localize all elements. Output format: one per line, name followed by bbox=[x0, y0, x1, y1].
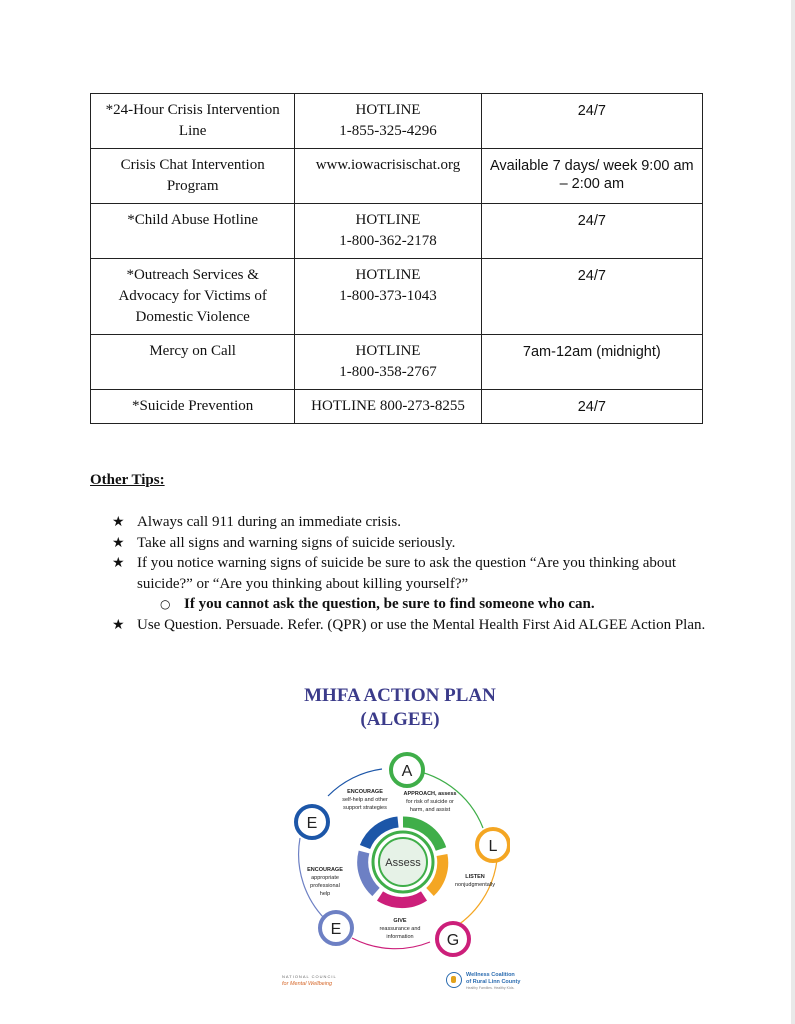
give-line-2: reassurance and bbox=[379, 926, 421, 932]
resource-availability-cell: 7am-12am (midnight) bbox=[481, 335, 702, 390]
encourage-self-line-3: support strategies bbox=[343, 805, 387, 811]
resource-name-line: Line bbox=[178, 123, 207, 139]
resource-contact-line: HOTLINE bbox=[355, 343, 421, 359]
outer-arc-orange bbox=[450, 860, 497, 930]
tips-list bbox=[112, 512, 712, 635]
resource-availability-cell: Available 7 days/ week 9:00 am – 2:00 am bbox=[481, 149, 702, 204]
tip-text: If you cannot ask the question, be sure to find someone who can. bbox=[184, 596, 595, 612]
give-description bbox=[380, 918, 421, 940]
resource-contact-line: HOTLINE 800-273-8255 bbox=[311, 398, 465, 414]
listen-line-2: nonjudgmentally bbox=[454, 882, 496, 888]
resource-contact-line: 1-800-373-1043 bbox=[339, 288, 437, 304]
node-g-letter: G bbox=[446, 932, 460, 949]
encourage-self-line-1: ENCOURAGE bbox=[347, 789, 383, 795]
resource-name-line: Program bbox=[166, 178, 219, 194]
node-a-letter: A bbox=[401, 763, 413, 780]
black-star-icon: ★ bbox=[112, 534, 125, 551]
national-council-line1: NATIONAL COUNCIL bbox=[282, 974, 337, 979]
resource-row bbox=[91, 335, 703, 390]
resource-availability-cell: 24/7 bbox=[481, 259, 702, 335]
node-e-top-letter: E bbox=[306, 815, 318, 832]
resource-contact-line: www.iowacrisischat.org bbox=[315, 157, 461, 173]
resource-row bbox=[91, 94, 703, 149]
tip-item bbox=[112, 615, 712, 636]
resource-contact-line: HOTLINE bbox=[355, 212, 421, 228]
crisis-resources-table bbox=[90, 93, 703, 424]
tip-text: Take all signs and warning signs of suicide seriously. bbox=[137, 534, 456, 551]
resource-name-line: Mercy on Call bbox=[149, 343, 236, 359]
node-a bbox=[391, 754, 423, 786]
resource-availability-cell: 24/7 bbox=[481, 94, 702, 149]
node-g bbox=[437, 923, 469, 955]
inner-arc-magenta bbox=[380, 896, 424, 903]
tip-item bbox=[112, 553, 712, 594]
wellness-coalition-line1: Wellness Coalition bbox=[466, 972, 515, 978]
resource-name-cell bbox=[91, 390, 295, 424]
resource-name-cell bbox=[91, 94, 295, 149]
resource-row bbox=[91, 204, 703, 259]
action-plan-title-line2: (ALGEE) bbox=[360, 709, 440, 730]
resource-name-line: Advocacy for Victims of bbox=[118, 288, 267, 304]
tip-text: Use Question. Persuade. Refer. (QPR) or use the Mental Health First Aid ALGEE Action Plan. bbox=[137, 616, 706, 633]
other-tips-heading: Other Tips: bbox=[90, 472, 165, 488]
assess-label: Assess bbox=[385, 857, 421, 869]
resource-name-line: Domestic Violence bbox=[135, 309, 250, 325]
encourage-help-line-4: help bbox=[319, 891, 331, 897]
resource-name-cell bbox=[91, 259, 295, 335]
resource-name-cell bbox=[91, 335, 295, 390]
encourage-help-line-3: professional bbox=[310, 883, 340, 889]
resource-contact-line: 1-855-325-4296 bbox=[339, 123, 437, 139]
approach-description bbox=[404, 791, 457, 813]
resource-row bbox=[91, 149, 703, 204]
tip-item bbox=[112, 512, 712, 533]
resource-name-line: Crisis Chat Intervention bbox=[120, 157, 265, 173]
node-l bbox=[477, 829, 509, 861]
national-council-line2: for Mental Wellbeing bbox=[282, 981, 333, 987]
tip-item bbox=[112, 533, 712, 554]
resource-contact-line: HOTLINE bbox=[355, 102, 421, 118]
encourage-help-line-1: ENCOURAGE bbox=[307, 867, 343, 873]
wellness-coalition-line3: Healthy Families. Healthy Kids. bbox=[466, 986, 515, 990]
resource-name-cell bbox=[91, 149, 295, 204]
resource-row bbox=[91, 390, 703, 424]
resource-contact-cell bbox=[295, 204, 481, 259]
tip-text: Always call 911 during an immediate crisis. bbox=[137, 514, 401, 530]
wellness-coalition-logo bbox=[446, 970, 546, 992]
resource-contact-line: 1-800-362-2178 bbox=[339, 233, 437, 249]
approach-line-2: for risk of suicide or bbox=[406, 799, 454, 805]
give-line-1: GIVE bbox=[393, 918, 407, 924]
encourage-self-description bbox=[342, 789, 388, 811]
encourage-help-description bbox=[307, 867, 343, 897]
encourage-help-line-2: appropriate bbox=[311, 875, 339, 881]
wellness-coalition-line2: of Rural Linn County bbox=[466, 979, 521, 985]
algee-diagram bbox=[270, 752, 510, 962]
tip-text: If you notice warning signs of suicide be sure to ask the question “Are you thinking about suicide?” or “Are you thinking about killing yourself?” bbox=[137, 555, 677, 592]
resource-contact-cell bbox=[295, 335, 481, 390]
resource-name-line: *Outreach Services & bbox=[126, 267, 259, 283]
resource-availability-cell: 24/7 bbox=[481, 390, 702, 424]
resource-name-cell bbox=[91, 204, 295, 259]
node-e-bottom bbox=[320, 912, 352, 944]
resource-availability-cell: 24/7 bbox=[481, 204, 702, 259]
hollow-circle-icon: ○ bbox=[160, 597, 171, 611]
resource-name-line: *Suicide Prevention bbox=[132, 398, 254, 414]
resource-name-line: *24-Hour Crisis Intervention bbox=[105, 102, 280, 118]
national-council-logo bbox=[282, 974, 352, 987]
encourage-self-line-2: self-help and other bbox=[342, 797, 388, 803]
resource-contact-cell bbox=[295, 149, 481, 204]
node-e-bottom-letter: E bbox=[330, 921, 342, 938]
resource-contact-line: HOTLINE bbox=[355, 267, 421, 283]
tip-sub-item bbox=[112, 594, 712, 615]
action-plan-title bbox=[250, 684, 550, 732]
black-star-icon: ★ bbox=[112, 555, 125, 571]
resource-row bbox=[91, 259, 703, 335]
action-plan-title-line1: MHFA ACTION PLAN bbox=[304, 685, 496, 706]
resource-contact-cell bbox=[295, 259, 481, 335]
listen-line-1: LISTEN bbox=[465, 874, 485, 880]
node-e-top bbox=[296, 806, 328, 838]
node-l-letter: L bbox=[488, 838, 498, 855]
page-edge bbox=[791, 0, 795, 1024]
wellness-coalition-logo-icon bbox=[446, 972, 462, 988]
black-star-icon: ★ bbox=[112, 514, 125, 530]
listen-description bbox=[455, 874, 495, 888]
resource-contact-cell bbox=[295, 94, 481, 149]
give-line-3: information bbox=[386, 934, 414, 940]
black-star-icon: ★ bbox=[112, 616, 125, 633]
approach-line-3: harm, and assist bbox=[409, 807, 451, 813]
resource-name-line: *Child Abuse Hotline bbox=[127, 212, 259, 228]
resource-contact-line: 1-800-358-2767 bbox=[339, 364, 437, 380]
approach-line-1: APPROACH, assess bbox=[403, 791, 457, 797]
resource-contact-cell bbox=[295, 390, 481, 424]
